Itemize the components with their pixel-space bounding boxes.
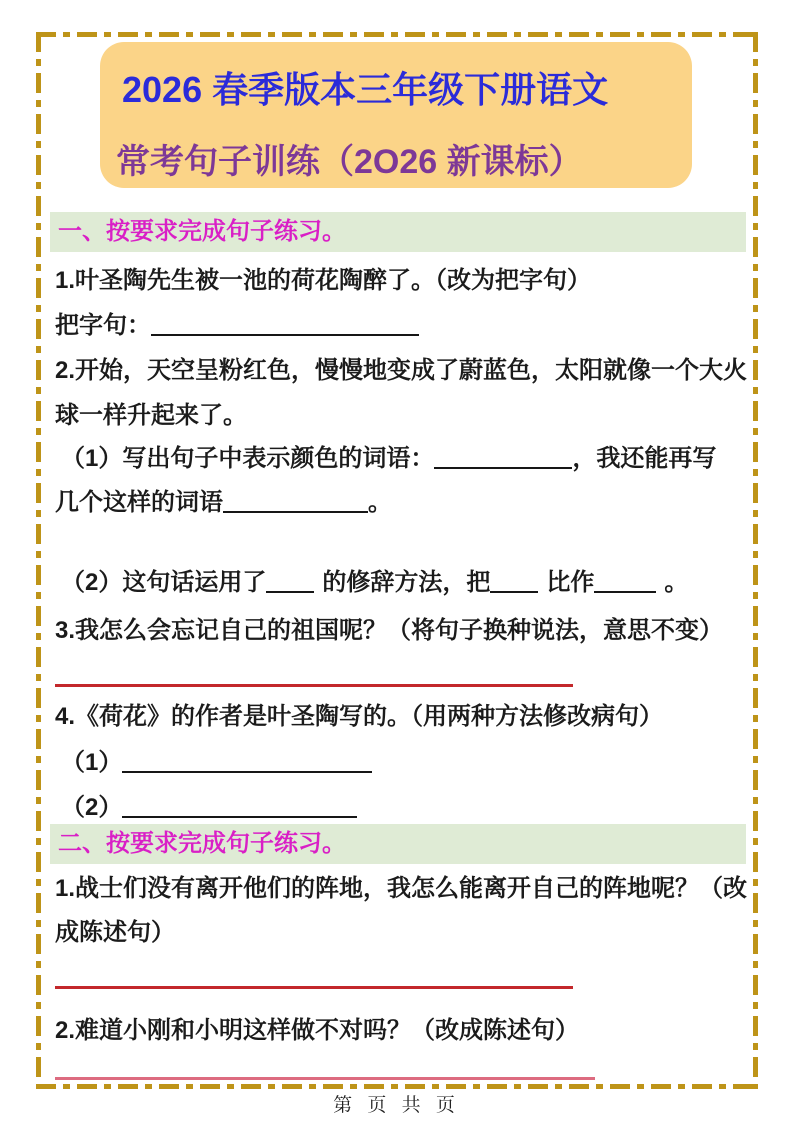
question-2-sub-2-seg-2: 的修辞方法，把 bbox=[322, 569, 491, 596]
section-2-question-1-line-1: 1.战士们没有离开他们的阵地，我怎么能离开自己的阵地呢？（改 bbox=[55, 875, 748, 902]
answer-blank bbox=[122, 769, 372, 773]
question-4-sub-1-row bbox=[55, 746, 761, 780]
frame-bottom-border bbox=[36, 1084, 758, 1089]
question-1-text: 1.叶圣陶先生被一池的荷花陶醉了。（改为把字句） bbox=[55, 267, 592, 294]
frame-right-border bbox=[753, 32, 758, 1089]
answer-blank bbox=[223, 509, 368, 513]
question-2-sub-1-text: （1）写出句子中表示颜色的词语： bbox=[61, 445, 435, 472]
answer-blank bbox=[594, 589, 656, 593]
title-banner bbox=[100, 42, 692, 188]
question-2-sub-2-row bbox=[55, 566, 761, 600]
section-2-question-2-text: 2.难道小刚和小明这样做不对吗？（改成陈述句） bbox=[55, 1017, 580, 1044]
answer-blank bbox=[151, 332, 419, 336]
question-3-text: 3.我怎么会忘记自己的祖国呢？（将句子换种说法，意思不变） bbox=[55, 617, 724, 644]
question-2-sub-1-row bbox=[55, 442, 761, 476]
question-1-answer-row bbox=[55, 309, 755, 343]
question-4-sub-2-row bbox=[55, 791, 761, 825]
question-2-line-2: 球一样升起来了。 bbox=[55, 402, 247, 429]
question-2-line-1: 2.开始，天空呈粉红色，慢慢地变成了蔚蓝色，太阳就像一个大火 bbox=[55, 357, 748, 384]
question-1-answer-label: 把字句： bbox=[55, 312, 151, 339]
question-2-sub-1-continuation bbox=[55, 486, 755, 520]
answer-line-red bbox=[55, 684, 573, 687]
answer-blank bbox=[490, 589, 538, 593]
frame-top-border bbox=[36, 32, 758, 37]
question-2-sub-1-text-after: ，我还能再写 bbox=[572, 445, 717, 472]
question-4-text: 4.《荷花》的作者是叶圣陶写的。（用两种方法修改病句） bbox=[55, 703, 664, 730]
question-2-sub-2-seg-4: 。 bbox=[664, 569, 689, 596]
answer-line-pink bbox=[55, 1077, 595, 1080]
question-4-sub-1-label: （1） bbox=[61, 749, 123, 776]
section-2-question-1-line-2: 成陈述句） bbox=[55, 919, 175, 946]
question-2-sub-2-seg-1: （2）这句话运用了 bbox=[61, 569, 267, 596]
section-1-heading: 一、按要求完成句子练习。 bbox=[50, 212, 746, 252]
question-2-sub-1-cont-period: 。 bbox=[368, 489, 392, 516]
answer-blank bbox=[266, 589, 314, 593]
title-line-2: 常考句子训练（2O26 新课标） bbox=[116, 143, 583, 181]
question-2-sub-1-cont-text: 几个这样的词语 bbox=[55, 489, 223, 516]
question-4-sub-2-label: （2） bbox=[61, 794, 123, 821]
question-2-sub-2-seg-3: 比作 bbox=[546, 569, 595, 596]
page-footer: 第 页 共 页 bbox=[333, 1095, 460, 1116]
section-2-heading: 二、按要求完成句子练习。 bbox=[50, 824, 746, 864]
title-line-1: 2026 春季版本三年级下册语文 bbox=[122, 69, 609, 110]
frame-left-border bbox=[36, 32, 41, 1089]
answer-line-red bbox=[55, 986, 573, 989]
answer-blank bbox=[434, 465, 572, 469]
answer-blank bbox=[122, 814, 357, 818]
